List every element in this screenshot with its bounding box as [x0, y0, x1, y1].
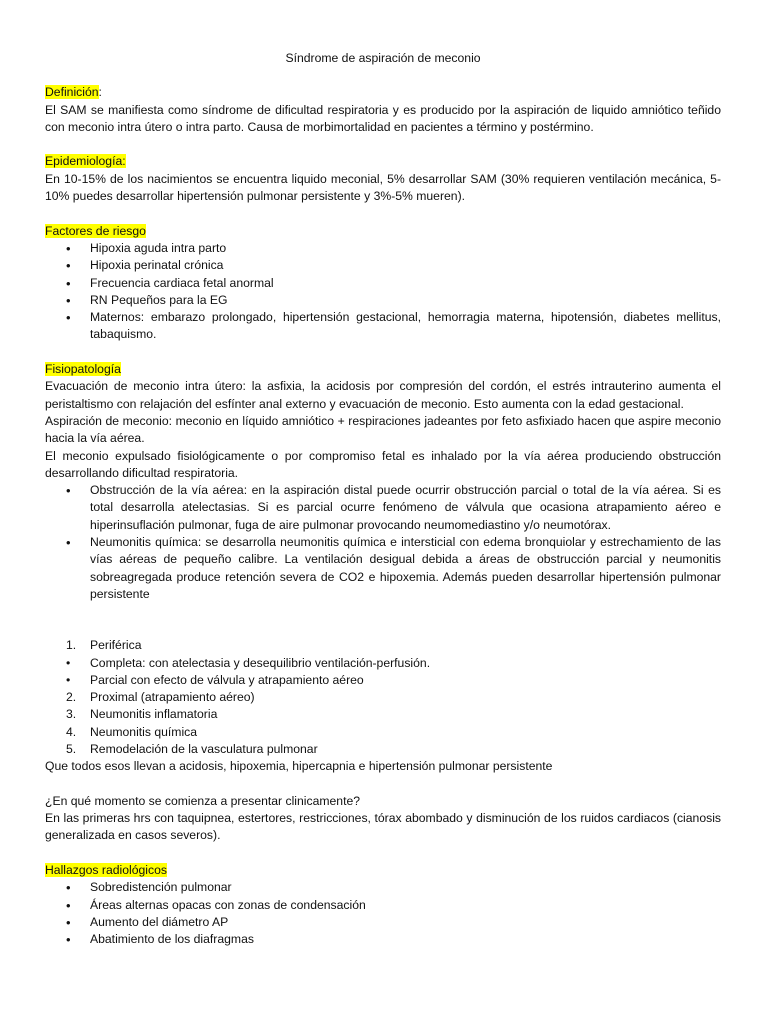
epidemiologia-heading: Epidemiología: [45, 154, 126, 169]
p1-label: Evacuación de meconio intra útero: [45, 379, 246, 394]
list-item: • Frecuencia cardiaca fetal anormal [45, 275, 721, 292]
factores-list [45, 240, 721, 344]
list-marker: • [66, 655, 71, 670]
list-text: Proximal (atrapamiento aéreo) [90, 690, 255, 705]
lista-conclusion: Que todos esos llevan a acidosis, hipoxemia, hipercapnia e hipertensión pulmonar persistente [45, 759, 553, 774]
list-text: Neumonitis inflamatoria [90, 707, 218, 722]
list-item [45, 637, 721, 654]
section-heading-factores [45, 223, 721, 240]
fisiopatologia-p1 [45, 378, 721, 413]
hallazgos-heading: Hallazgos radiológicos [45, 863, 167, 878]
document-page [45, 50, 721, 949]
document-title: Síndrome de aspiración de meconio [285, 51, 481, 65]
bullet-label: Neumonitis química: [90, 535, 202, 550]
list-marker: 4. [66, 724, 77, 739]
clinica-text: En las primeras hrs con taquipnea, estertores, restricciones, tórax abombado y disminución de los ruidos cardiacos (cianosis generalizada en casos severos). [45, 811, 721, 843]
list-item: • Maternos: embarazo prolongado, hipertensión gestacional, hemorragia materna, hipotensión, diabetes mellitus, tabaquismo. [45, 309, 721, 344]
list-text: Periférica [90, 638, 142, 653]
list-item: • Áreas alternas opacas con zonas de condensación [45, 897, 721, 914]
list-item [45, 689, 721, 706]
list-item: • Abatimiento de los diafragmas [45, 931, 721, 948]
list-item [45, 534, 721, 603]
fisiopatologia-heading: Fisiopatología [45, 362, 121, 377]
bullet-text: se desarrolla neumonitis química e intersticial con edema bronquiolar y estrechamiento de las vías aéreas de pequeño calibre. La ventilación desigual debida a áreas de obstrucción parcial y neumonitis sobreagregada produce retención severa de CO2 e hipoxemia. Además pueden desarrollar hipertensión pulmonar persistente [90, 535, 721, 601]
list-item [45, 706, 721, 723]
list-item: • Hipoxia aguda intra parto [45, 240, 721, 257]
p2-label: Aspiración de meconio: [45, 413, 173, 428]
factores-heading: Factores de riesgo [45, 223, 146, 238]
list-marker: • [66, 672, 71, 687]
list-text: Parcial con efecto de válvula y atrapamiento aéreo [90, 672, 364, 687]
epidemiologia-text: En 10-15% de los nacimientos se encuentra liquido meconial, 5% desarrollar SAM (30% requieren ventilación mecánica, 5-10% puedes desarrollar hipertensión pulmonar persistente y 3%-5% mueren). [45, 171, 721, 204]
list-item [45, 724, 721, 741]
list-text: Remodelación de la vasculatura pulmonar [90, 741, 318, 756]
section-heading-definicion [45, 84, 721, 101]
p2-text: meconio en líquido amniótico + respiraciones jadeantes por feto asfixiado hacen que aspire meconio hacia la vía aérea. [45, 413, 721, 446]
list-item: • RN Pequeños para la EG [45, 292, 721, 309]
list-item: • Hipoxia perinatal crónica [45, 257, 721, 274]
list-item [45, 672, 721, 689]
bullet-text: en la aspiración distal puede ocurrir obstrucción parcial o total de la vía aérea. Si es total desarrolla atelectasias. Si es parcial ocurre fenómeno de válvula que ocasiona atrapamiento aéreo e hiperinsuflación pulmonar, fuga de aire pulmonar provocando neumomediastino y/o neumotórax. [90, 483, 721, 532]
hallazgos-list [45, 879, 721, 948]
list-marker: 5. [66, 741, 77, 756]
list-item: • Sobredistención pulmonar [45, 879, 721, 896]
section-heading-hallazgos [45, 862, 721, 879]
list-text: Neumonitis química [90, 724, 198, 739]
definicion-text: El SAM se manifiesta como síndrome de dificultad respiratoria y es producido por la aspiración de liquido amniótico teñido con meconio intra útero o intra parto. Causa de morbimortalidad en pacientes a término y postérmino. [45, 102, 721, 134]
list-marker: 3. [66, 707, 77, 722]
list-item [45, 655, 721, 672]
section-heading-epidemiologia [45, 153, 721, 170]
fisiopatologia-p3: El meconio expulsado fisiológicamente o por compromiso fetal es inhalado por la vía aérea produciendo obstrucción desarrollando dificultad respiratoria. [45, 448, 721, 480]
fisiopatologia-p2 [45, 413, 721, 448]
list-text: Completa: con atelectasia y desequilibrio ventilación-perfusión. [90, 655, 431, 670]
definicion-heading: Definición [45, 85, 99, 100]
list-item: • Aumento del diámetro AP [45, 914, 721, 931]
definicion-colon: : [98, 85, 102, 100]
numbered-list [45, 637, 721, 758]
list-marker: 2. [66, 690, 77, 705]
p1-text: la asfixia, la acidosis por compresión del cordón, el estrés intrauterino aumenta el peristaltismo con relajación del esfínter anal externo y evacuación de meconio. Esto aumenta con la edad gestacional. [45, 379, 721, 411]
section-heading-fisiopatologia [45, 361, 721, 378]
list-item [45, 741, 721, 758]
fisiopatologia-list [45, 482, 721, 603]
clinica-question: ¿En qué momento se comienza a presentar clinicamente? [45, 793, 361, 808]
list-item [45, 482, 721, 534]
bullet-label: Obstrucción de la vía aérea: [90, 483, 248, 498]
list-marker: 1. [66, 638, 77, 653]
